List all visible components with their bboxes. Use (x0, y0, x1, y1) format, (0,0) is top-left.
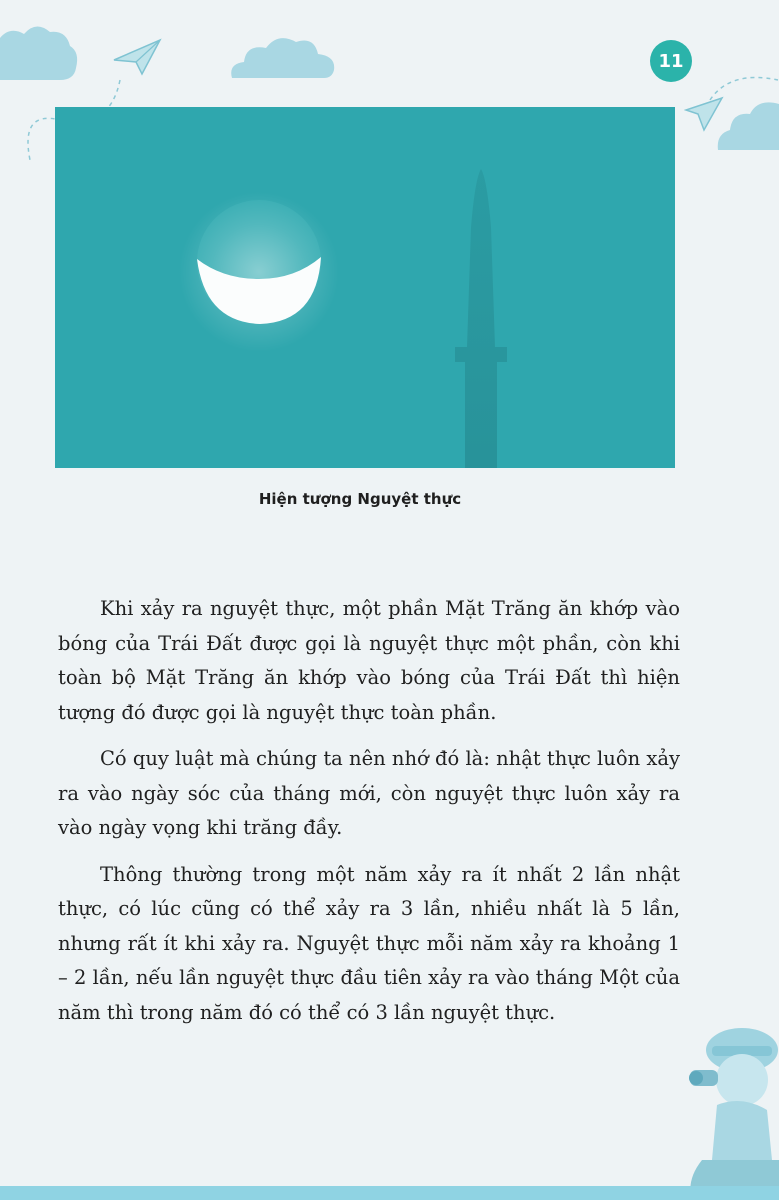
paragraph-3: Thông thường trong một năm xảy ra ít nhất 2 lần nhật thực, có lúc cũng có thể xảy ra 3 lần, nhiều nhất là 5 lần, nhưng rất ít khi xảy ra. Nguyệt thực mỗi năm xảy ra khoảng 1 – 2 lần, nếu lần nguyệt thực đầu tiên xảy ra vào tháng Một của năm thì trong năm đó có thể có 3 lần nguyệt thực. (58, 862, 680, 1024)
paragraph-1: Khi xảy ra nguyệt thực, một phần Mặt Trăng ăn khớp vào bóng của Trái Đất được gọi là nguyệt thực một phần, còn khi toàn bộ Mặt Trăng ăn khớp vào bóng của Trái Đất thì hiện tượng đó được gọi là nguyệt thực toàn phần. (58, 597, 680, 724)
body-text (58, 592, 680, 1042)
cloud-icon (228, 30, 338, 80)
page-number: 11 (650, 40, 692, 82)
explorer-mascot-icon (672, 1010, 779, 1200)
photo-caption: Hiện tượng Nguyệt thực (258, 490, 462, 508)
paragraph-2: Có quy luật mà chúng ta nên nhớ đó là: nhật thực luôn xảy ra vào ngày sóc của tháng mới, còn nguyệt thực luôn xảy ra vào ngày vọng khi trăng đầy. (58, 747, 680, 839)
bottom-decorative-strip (0, 1186, 779, 1200)
cloud-icon (716, 94, 779, 152)
lunar-eclipse-photo (55, 107, 675, 468)
